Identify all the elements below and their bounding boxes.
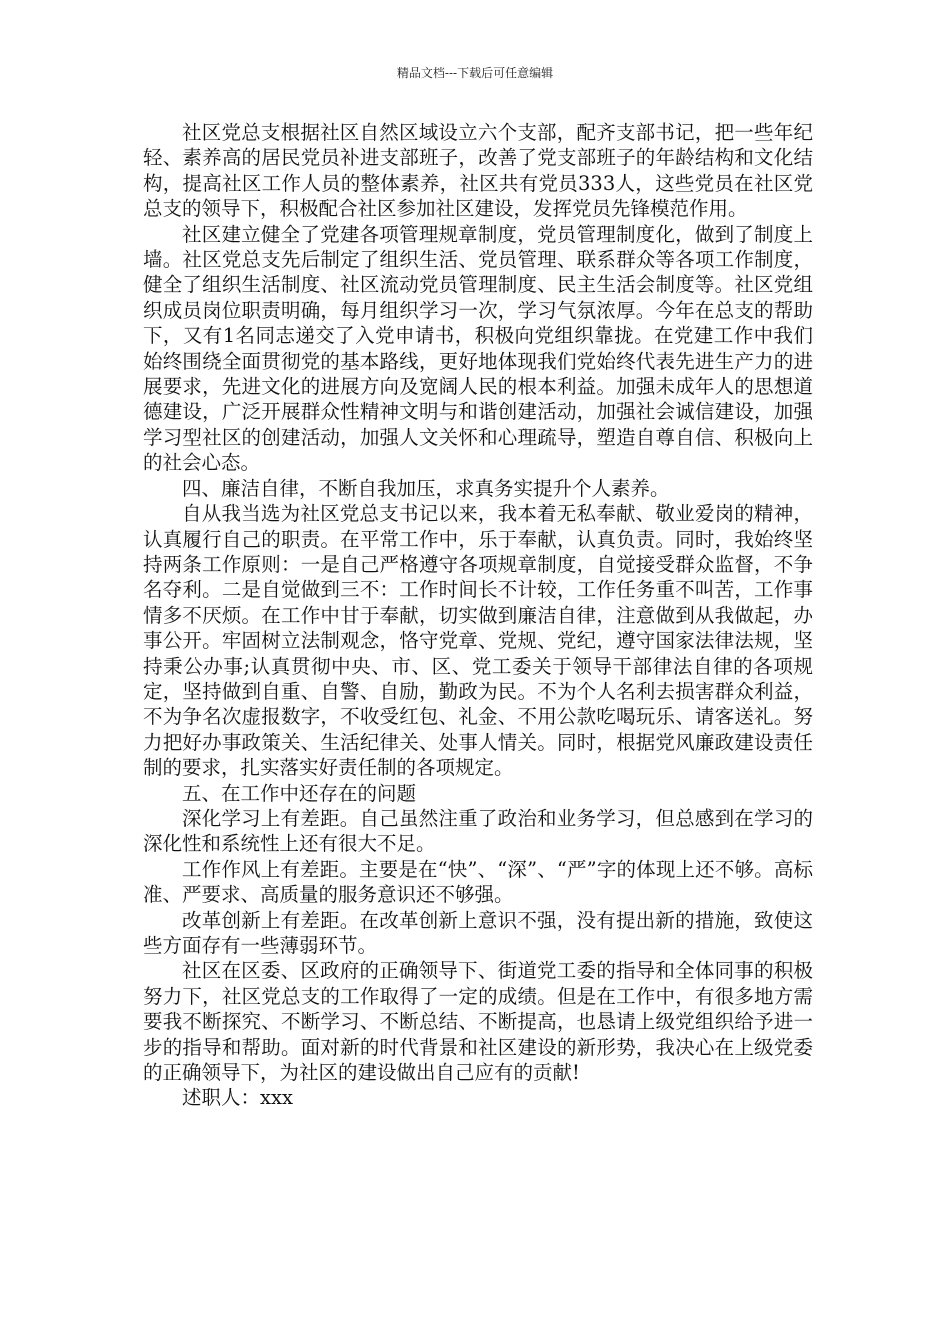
paragraph-management-system: 社区建立健全了党建各项管理规章制度，党员管理制度化，做到了制度上墙。社区党总支先后制定了组织生活、党员管理、联系群众等各项工作制度，健全了组织生活制度、社区流动党员管理制度、民主生活会制度等。社区党组织成员岗位职责明确，每月组织学习一次，学习气氛浓厚。今年在总支的帮助下，又有1名同志递交了入党申请书，积极向党组织靠拢。在党建工作中我们始终围绕全面贯彻党的基本路线，更好地体现我们党始终代表先进生产力的进展要求，先进文化的进展方向及宽阔人民的根本利益。加强未成年人的思想道德建设，广泛开展群众性精神文明与和谐创建活动，加强社会诚信建设，加强学习型社区的创建活动，加强人文关怀和心理疏导，塑造自尊自信、积极向上的社会心态。 (143, 222, 813, 475)
section-heading-problems: 五、在工作中还存在的问题 (182, 781, 417, 805)
paragraph-innovation-gap: 改革创新上有差距。在改革创新上意识不强，没有提出新的措施，致使这些方面存有一些薄弱环节。 (143, 908, 813, 957)
signature-line: 述职人：xxx (182, 1086, 293, 1110)
page-header: 精品文档---下载后可任意编辑 (396, 66, 554, 80)
paragraph-party-branches: 社区党总支根据社区自然区域设立六个支部，配齐支部书记，把一些年纪轻、素养高的居民党员补进支部班子，改善了党支部班子的年龄结构和文化结构，提高社区工作人员的整体素养，社区共有党员333人，这些党员在社区党总支的领导下，积极配合社区参加社区建设，发挥党员先锋模范作用。 (143, 121, 813, 221)
document-body (143, 120, 813, 1111)
paragraph-integrity: 自从我当选为社区党总支书记以来，我本着无私奉献、敬业爱岗的精神，认真履行自己的职责。在平常工作中，乐于奉献，认真负责。同时，我始终坚持两条工作原则：一是自己严格遵守各项规章制度，自觉接受群众监督，不争名夺利。二是自觉做到三不：工作时间长不计较，工作任务重不叫苦，工作事情多不厌烦。在工作中甘于奉献，切实做到廉洁自律，注意做到从我做起，办事公开。牢固树立法制观念，恪守党章、党规、党纪，遵守国家法律法规，坚持秉公办事;认真贯彻中央、市、区、党工委关于领导干部律法自律的各项规定，坚持做到自重、自警、自励，勤政为民。不为个人名利去损害群众利益，不为争名次虚报数字，不收受红包、礼金、不用公款吃喝玩乐、请客送礼。努力把好办事政策关、生活纪律关、处事人情关。同时，根据党风廉政建设责任制的要求，扎实落实好责任制的各项规定。 (143, 502, 813, 780)
paragraph-conclusion: 社区在区委、区政府的正确领导下、街道党工委的指导和全体同事的积极努力下，社区党总支的工作取得了一定的成绩。但是在工作中，有很多地方需要我不断探究、不断学习、不断总结、不断提高，也恳请上级党组织给予进一步的指导和帮助。面对新的时代背景和社区建设的新形势，我决心在上级党委的正确领导下，为社区的建设做出自己应有的贡献! (143, 959, 813, 1085)
paragraph-study-gap: 深化学习上有差距。自己虽然注重了政治和业务学习，但总感到在学习的深化性和系统性上还有很大不足。 (143, 806, 813, 856)
paragraph-work-style-gap: 工作作风上有差距。主要是在“快”、“深”、“严”字的体现上还不够。高标准、严要求、高质量的服务意识还不够强。 (143, 857, 813, 907)
section-heading-integrity: 四、廉洁自律，不断自我加压，求真务实提升个人素养。 (182, 476, 670, 500)
